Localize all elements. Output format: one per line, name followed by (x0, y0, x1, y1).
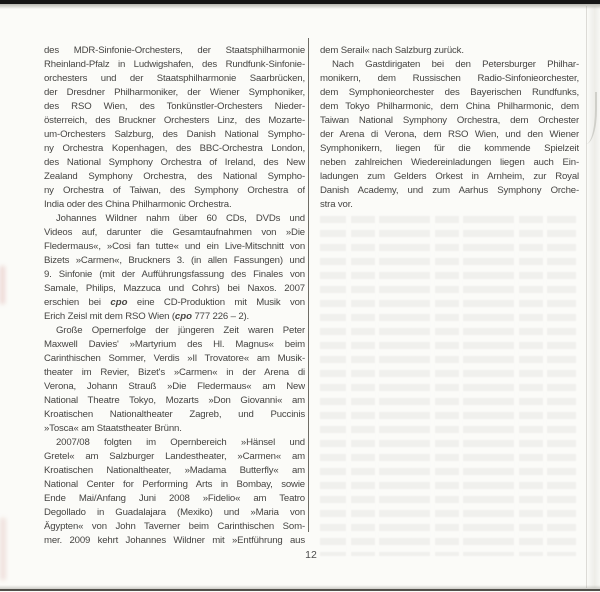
text-column-right (320, 44, 579, 212)
text-line: monikern, dem Russischen Radio-Sinfonieorchester, (320, 73, 579, 84)
text-line: Nach Gastdirigaten bei den Petersburger Philhar- (332, 59, 579, 70)
text-line: Bizets »Carmen«, Bruckners 3. (in allen Fassungen) und (44, 255, 305, 266)
text-line: neben zahlreichen Wiedereinladungen liegen auch Ein- (320, 157, 579, 168)
text-line: Danish Academy, und zum Aarhus Symphony Orche- (320, 185, 579, 196)
text-line: Zealand Symphony Orchestra, des National Sympho- (44, 171, 305, 182)
text-line: India oder des China Philharmonic Orchestra. (44, 199, 232, 210)
text-line: Johannes Wildner nahm über 60 CDs, DVDs und (56, 213, 305, 224)
text-line: ny Orchestra Kopenhagen, des BBC-Orchestra London, (44, 143, 305, 154)
text-line: stra vor. (320, 199, 353, 210)
text-line: 9. Sinfonie (mit der Aufführungsfassung des Finales von (44, 269, 305, 280)
text-line: Ägypten« von John Taverner beim Carinthischen Som- (44, 521, 305, 532)
text-line: Carinthischen Sommer, Verdis »Il Trovatore« am Musik- (44, 353, 305, 364)
text-line: Verona, Johann Strauß »Die Fledermaus« am New (44, 381, 305, 392)
text-line: Symphonikern, liegen für die kommende Spielzeit (320, 143, 579, 154)
text-line: dem Serail« nach Salzburg zurück. (320, 45, 464, 56)
text-line: mer. 2009 kehrt Johannes Wildner mit »Entführung aus (44, 535, 305, 546)
text-line: Erich Zeisl mit dem RSO Wien (cpo 777 226 – 2). (44, 311, 250, 322)
paragraph (44, 212, 305, 324)
text-line: um-Orchesters Salzburg, des Danish National Sympho- (44, 129, 305, 140)
text-line: der Arena di Verona, dem RSO Wien, und den Wiener (320, 129, 579, 140)
text-line: des RSO Wien, des Tonkünstler-Orchesters Nieder- (44, 101, 305, 112)
text-line: der Dresdner Philharmoniker, der Wiener Symphoniker, (44, 87, 305, 98)
text-line: National Theatre Tokyo, Mozarts »Don Giovanni« am (44, 395, 305, 406)
text-line: ny Orchestra of Taiwan, des Symphony Orchestra of (44, 185, 305, 196)
text-line: »Tosca« am Staatstheater Brünn. (44, 423, 182, 434)
text-line: des National Symphony Orchestra of Ireland, des New (44, 157, 305, 168)
text-line: Degollado in Guadalajara (Mexiko) und »Maria von (44, 507, 305, 518)
scan-artifact (0, 266, 5, 304)
text-line: Samale, Philips, Mazzuca und Cohrs) bei Naxos. 2007 (44, 283, 305, 294)
text-line: Taiwan National Symphony Orchestra, dem Orchester (320, 115, 579, 126)
text-line: orchesters und der Staatsphilharmonie Saarbrücken, (44, 73, 305, 84)
text-line: Maxwell Davies' »Martyrium des Hl. Magnus« beim (44, 339, 305, 350)
text-line: Ende Mai/Anfang Juni 2008 »Fidelio« am Teatro (44, 493, 305, 504)
cpo-label-logo: cpo (174, 311, 192, 322)
scan-bottom-edge (0, 589, 600, 591)
text-line: Rheinland-Pfalz in Ludwigshafen, des Rundfunk-Sinfonie- (44, 59, 305, 70)
text-line: ladungen zum Gelders Orkest in Arnheim, zur Royal (320, 171, 579, 182)
text-line: 2007/08 folgten im Opernbereich »Hänsel und (56, 437, 305, 448)
text-line: Kroatischen Nationaltheater Zagreb, und Puccinis (44, 409, 305, 420)
page-number: 12 (305, 549, 317, 561)
cpo-label-logo: cpo (110, 297, 128, 308)
text-line: Kroatischen Nationaltheater, »Madama Butterfly« am (44, 465, 305, 476)
text-line: dem Symphonieorchester des Bayerischen Rundfunks, (320, 87, 579, 98)
text-line: Gretel« am Salzburger Landestheater, »Carmen« am (44, 451, 305, 462)
text-line: Fledermaus«, »Cosi fan tutte« und ein Live-Mitschnitt von (44, 241, 305, 252)
text-line: des MDR-Sinfonie-Orchesters, der Staatsphilharmonie (44, 45, 305, 56)
text-column-left (44, 44, 305, 548)
text-line: Videos auf, darunter die Gesamtaufnahmen von »Die (44, 227, 305, 238)
paragraph (44, 44, 305, 212)
text-line: dem Tokyo Philharmonic, dem China Philharmonic, dem (320, 101, 579, 112)
paragraph (44, 324, 305, 436)
paragraph (44, 436, 305, 548)
column-divider-line (308, 38, 309, 532)
paragraph (320, 58, 579, 212)
reverse-page-bleedthrough (320, 216, 576, 556)
text-line: österreich, des Bruckner Orchesters Linz, des Mozarte- (44, 115, 305, 126)
text-line: Große Opernerfolge der jüngeren Zeit waren Peter (56, 325, 305, 336)
text-line: National Center for Performing Arts in Bombay, sowie (44, 479, 305, 490)
paragraph (320, 44, 579, 58)
scan-top-shadow (0, 4, 600, 9)
scan-artifact (0, 518, 6, 580)
text-line: erschien bei cpo eine CD-Produktion mit Musik von (44, 297, 305, 308)
text-line: theater im Revier, Bizet's »Carmen« in der Arena di (44, 367, 305, 378)
